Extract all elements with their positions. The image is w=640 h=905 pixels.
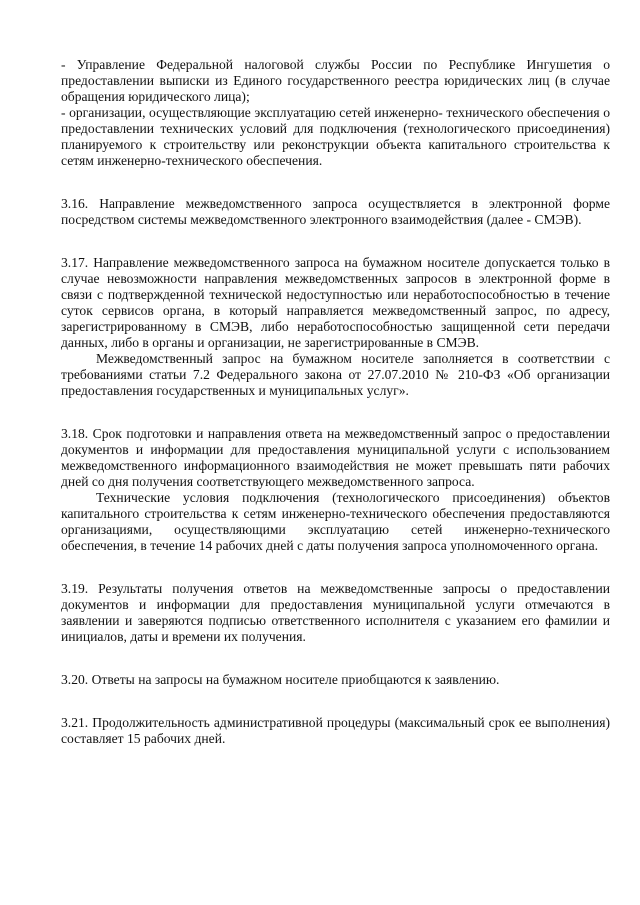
section-3-16: 3.16. Направление межведомственного запроса осуществляется в электронной форме посредством системы межведомственного электронного взаимодействия (далее - СМЭВ).: [61, 196, 610, 227]
paragraph-gap: [61, 554, 610, 581]
section-3-19: 3.19. Результаты получения ответов на межведомственные запросы о предоставлении документов и информации для предоставления муниципальной услуги отмечаются в заявлении и заверяются подписью ответственного исполнителя с указанием его фамилии и инициалов, даты и времени их получения.: [61, 581, 610, 644]
section-3-17-paragraph-2: Межведомственный запрос на бумажном носителе заполняется в соответствии с требованиями статьи 7.2 Федерального закона от 27.07.2010 № 210-ФЗ «Об организации предоставления государственных и муниципальных услуг».: [61, 351, 610, 398]
paragraph-gap: [61, 688, 610, 715]
document-page: [61, 57, 610, 747]
paragraph-gap: [61, 228, 610, 255]
section-3-20: 3.20. Ответы на запросы на бумажном носителе приобщаются к заявлению.: [61, 672, 500, 687]
section-3-17-paragraph-1: 3.17. Направление межведомственного запроса на бумажном носителе допускается только в случае невозможности направления межведомственных запросов в электронной форме в связи с подтвержденной технической недоступностью или неработоспособностью в течение суток сервисов органа, в который направляется межведомственный запрос, по адресу, зарегистрированному в СМЭВ, либо неработоспособностью защищенной сети передачи данных, либо в органы и организации, не зарегистрированные в СМЭВ.: [61, 255, 610, 350]
section-3-21: 3.21. Продолжительность административной процедуры (максимальный срок ее выполнения) составляет 15 рабочих дней.: [61, 715, 610, 746]
paragraph-gap: [61, 169, 610, 196]
intro-item-utility-organizations: - организации, осуществляющие эксплуатацию сетей инженерно- технического обеспечения о предоставлении технических условий для подключения (технологического присоединения) планируемого к строительству или реконструкции объекта капитального строительства к сетям инженерно-технического обеспечения.: [61, 105, 610, 168]
intro-item-tax-service: - Управление Федеральной налоговой службы России по Республике Ингушетия о предоставлении выписки из Единого государственного реестра юридических лиц (в случае обращения юридического лица);: [61, 57, 610, 104]
section-3-18-paragraph-2: Технические условия подключения (технологического присоединения) объектов капитального строительства к сетям инженерно-технического обеспечения предоставляются организациями, осуществляющими эксплуатацию сетей инженерно-технического обеспечения, в течение 14 рабочих дней с даты получения запроса уполномоченного органа.: [61, 490, 610, 553]
paragraph-gap: [61, 399, 610, 426]
section-3-18-paragraph-1: 3.18. Срок подготовки и направления ответа на межведомственный запрос о предоставлении документов и информации для предоставления муниципальной услуги с использованием межведомственного информационного взаимодействия не может превышать пяти рабочих дней со дня получения соответствующего межведомственного запроса.: [61, 426, 610, 489]
paragraph-gap: [61, 645, 610, 672]
